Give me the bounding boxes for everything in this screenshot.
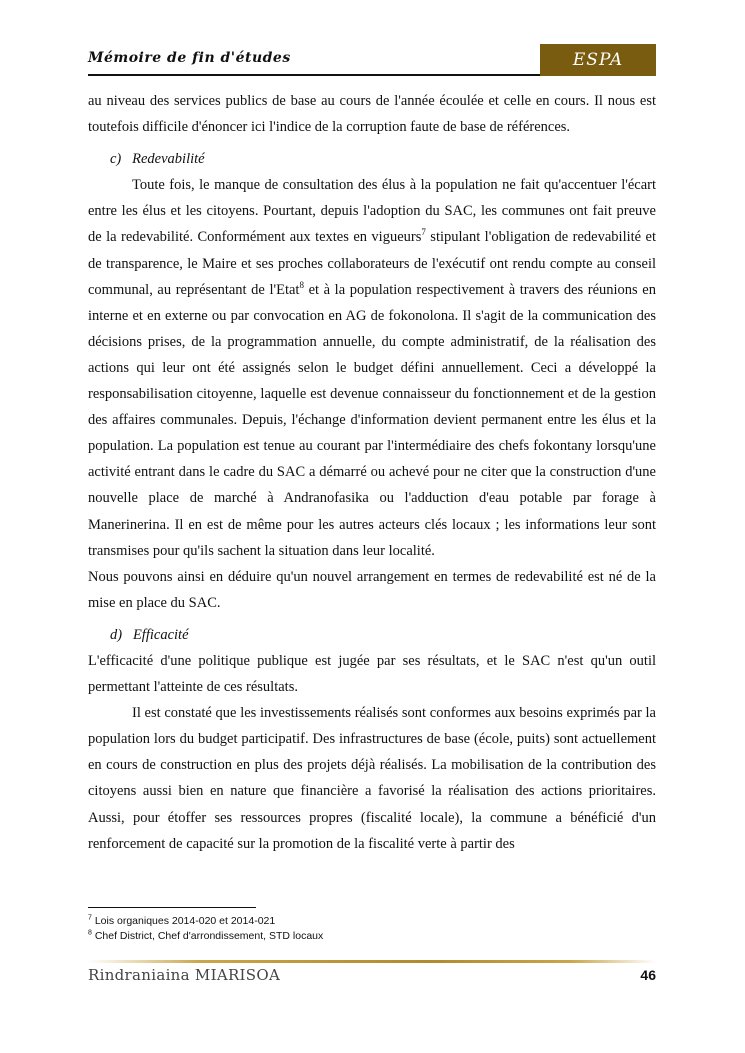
header-badge: ESPA bbox=[540, 44, 656, 76]
page-header bbox=[88, 44, 656, 76]
header-title: Mémoire de fin d'études bbox=[88, 50, 291, 66]
footnote-ref-8[interactable]: 8 bbox=[299, 279, 304, 290]
footnote-ref-7[interactable]: 7 bbox=[421, 227, 426, 238]
section-heading-redevabilite: c) Redevabilité bbox=[110, 151, 205, 168]
footer-author: Rindraniaina MIARISOA bbox=[88, 966, 281, 984]
footnote-text: Lois organiques 2014-020 et 2014-021 bbox=[94, 915, 276, 927]
paragraph: Il est constaté que les investissements réalisés sont conformes aux besoins exprimés par la population lors du budget participatif. Des infrastructures de base (école, puits) sont actuellement en cours de construction en plus des projets déjà réalisés. La mobilisation de la contribution des citoyens aussi bien en nature que financière a favorisé la réalisation des actions prioritaires. Aussi, pour étoffer ses ressources propres (fiscalité locale), la commune a bénéficié d'un renforcement de capacité sur la promotion de la fiscalité verte à partir des bbox=[88, 705, 656, 852]
paragraph-text: stipulant l'obligation de redevabilité et de transparence, le Maire et ses proches collaborateurs de l'exécutif ont rendu compte au conseil communal, au représentant de l'Etat bbox=[88, 229, 656, 298]
footnote bbox=[88, 929, 323, 944]
footnote-divider bbox=[88, 907, 256, 908]
paragraph: Nous pouvons ainsi en déduire qu'un nouvel arrangement en termes de redevabilité est né de la mise en place du SAC. bbox=[88, 568, 656, 611]
paragraph-text: Toute fois, le manque de consultation des élus à la population ne fait qu'accentuer l'écart entre les élus et les citoyens. Pourtant, depuis l'adoption du SAC, les communes ont fait preuve de la redevabilité. Conformément aux textes en vigueurs bbox=[88, 177, 656, 246]
footnote-number: 7 bbox=[88, 914, 92, 922]
section-heading-efficacite: d) Efficacité bbox=[110, 626, 189, 643]
paragraph: L'efficacité d'une politique publique est jugée par ses résultats, et le SAC n'est qu'un outil permettant l'atteinte de ces résultats. bbox=[88, 652, 656, 696]
footer-divider bbox=[88, 960, 656, 963]
page-body bbox=[88, 88, 656, 857]
page-number: 46 bbox=[640, 967, 656, 983]
paragraph-text: et à la population respectivement à travers des réunions en interne et en externe ou par convocation en AG de fokonolona. Il s'agit de la communication des décisions prises, de la programmation annuelle, du compte administratif, de la réalisation des actions qui leur ont été assignés selon le budget défini annuellement. Ceci a développé la responsabilisation citoyenne, laquelle est devenue connaisseur du fonctionnement et de la gestion des affaires communales. Depuis, l'échange d'information devient permanent entre les élus et la population. La population est tenue au courant par l'intermédiaire des chefs fokontany lorsqu'une activité entrant dans le cadre du SAC a démarré ou achevé pour ne citer que la construction d'une nouvelle place de marché à Andranofasika ou l'adduction d'eau potable par forage à Manerinerina. Il en est de même pour les autres acteurs clés locaux ; les informations leur sont transmises pour qu'ils sachent la situation dans leur localité. bbox=[88, 281, 656, 559]
footnote-number: 8 bbox=[88, 929, 92, 937]
paragraph bbox=[88, 172, 656, 563]
footnote-text: Chef District, Chef d'arrondissement, STD locaux bbox=[94, 930, 324, 942]
footnotes bbox=[88, 914, 323, 944]
header-divider bbox=[88, 74, 540, 76]
paragraph: au niveau des services publics de base au cours de l'année écoulée et celle en cours. Il nous est toutefois difficile d'énoncer ici l'indice de la corruption faute de base de références. bbox=[88, 93, 656, 136]
footnote bbox=[88, 914, 323, 929]
